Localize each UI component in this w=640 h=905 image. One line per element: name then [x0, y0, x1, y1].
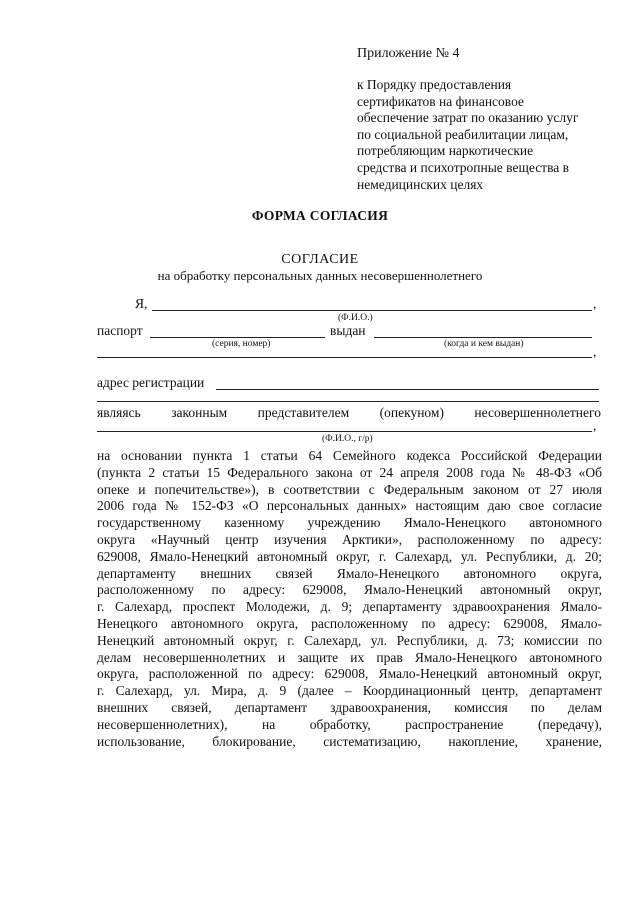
minor-fio-line[interactable]	[97, 431, 592, 432]
body-line: государственному казенному учреждению Ямало-Ненецкого автономного	[97, 515, 602, 531]
body-line: Ненецкого автономного округа, расположенному по адресу: 629008, Ямало-	[97, 615, 602, 631]
representative-word: являясь	[97, 405, 141, 420]
address-continuation-line[interactable]	[97, 401, 599, 402]
body-line: (пункта 2 статьи 15 Федерального закона от 24 апреля 2008 года № 48-ФЗ «Об	[97, 464, 602, 480]
comma: ,	[593, 418, 597, 433]
appendix-note	[357, 77, 607, 193]
representative-word: представителем	[257, 405, 350, 420]
fio-hint: (Ф.И.О.)	[338, 313, 373, 323]
body-line: округа, расположенной по адресу: 629008, Ямало-Ненецкий автономный округ,	[97, 666, 602, 682]
issued-continuation-line[interactable]	[97, 357, 592, 358]
appendix-note-line: по социальной реабилитации лицам,	[357, 126, 569, 142]
fio-field-line[interactable]	[152, 310, 592, 311]
issued-hint: (когда и кем выдан)	[444, 339, 524, 349]
body-line: департаменту внешних связей Ямало-Ненецкого автономного округа,	[97, 565, 602, 581]
comma: ,	[593, 344, 597, 359]
comma: ,	[593, 296, 597, 311]
representative-word: законным	[171, 405, 228, 420]
passport-label: паспорт	[97, 323, 143, 338]
body-line: внешних связей, департамент здравоохранения, комиссия по делам	[97, 699, 602, 715]
issued-label: выдан	[330, 323, 366, 338]
body-line: Ненецкий автономный округ, г. Салехард, ул. Республики, д. 73; комиссии по	[97, 632, 602, 648]
appendix-note-line: потребляющим наркотические	[357, 143, 534, 159]
i-label: Я,	[135, 296, 148, 311]
appendix-note-line: немедицинских целях	[357, 176, 484, 192]
appendix-title: Приложение № 4	[357, 46, 460, 61]
passport-series-line[interactable]	[150, 337, 325, 338]
body-line: использование, блокирование, систематизацию, накопление, хранение,	[97, 733, 602, 749]
appendix-note-line: средства и психотропные вещества в	[357, 159, 570, 175]
consent-body-text	[97, 448, 602, 750]
document-title: СОГЛАСИЕ	[281, 252, 359, 267]
body-line: опеке и попечительстве»), в соответствии с Федеральным законом от 27 июля	[97, 481, 602, 497]
representative-line	[97, 405, 601, 421]
body-line: 2006 года № 152-ФЗ «О персональных данных» настоящим даю свое согласие	[97, 498, 602, 514]
address-label: адрес регистрации	[97, 375, 205, 390]
body-line: округа «Научный центр изучения Арктики», расположенному по адресу:	[97, 531, 602, 547]
document-subtitle: на обработку персональных данных несовершеннолетнего	[157, 268, 483, 283]
form-title: ФОРМА СОГЛАСИЯ	[251, 208, 389, 223]
body-line: на основании пункта 1 статьи 64 Семейного кодекса Российской Федерации	[97, 448, 602, 463]
issued-by-line[interactable]	[374, 337, 592, 338]
address-field-line[interactable]	[216, 389, 599, 390]
body-line: расположенному по адресу: 629008, Ямало-Ненецкий автономный округ,	[97, 582, 602, 598]
body-line: несовершеннолетних), на обработку, распространение (передачу),	[97, 716, 602, 732]
series-hint: (серия, номер)	[212, 339, 271, 349]
body-line: делам несовершеннолетних и защите их прав Ямало-Ненецкого автономного	[97, 649, 602, 665]
minor-hint: (Ф.И.О., г/р)	[322, 434, 373, 444]
body-line: г. Салехард, ул. Мира, д. 9 (далее – Координационный центр, департамент	[97, 683, 602, 699]
appendix-note-line: сертификатов на финансовое	[357, 93, 524, 109]
representative-word: (опекуном)	[379, 405, 444, 420]
body-line: г. Салехард, проспект Молодежи, д. 9; департаменту здравоохранения Ямало-	[97, 599, 602, 615]
representative-word: несовершеннолетнего	[474, 405, 601, 420]
appendix-note-line: обеспечение затрат по оказанию услуг	[357, 110, 579, 126]
appendix-note-line: к Порядку предоставления	[357, 77, 512, 92]
body-line: 629008, Ямало-Ненецкий автономный округ, г. Салехард, ул. Республики, д. 20;	[97, 548, 602, 564]
